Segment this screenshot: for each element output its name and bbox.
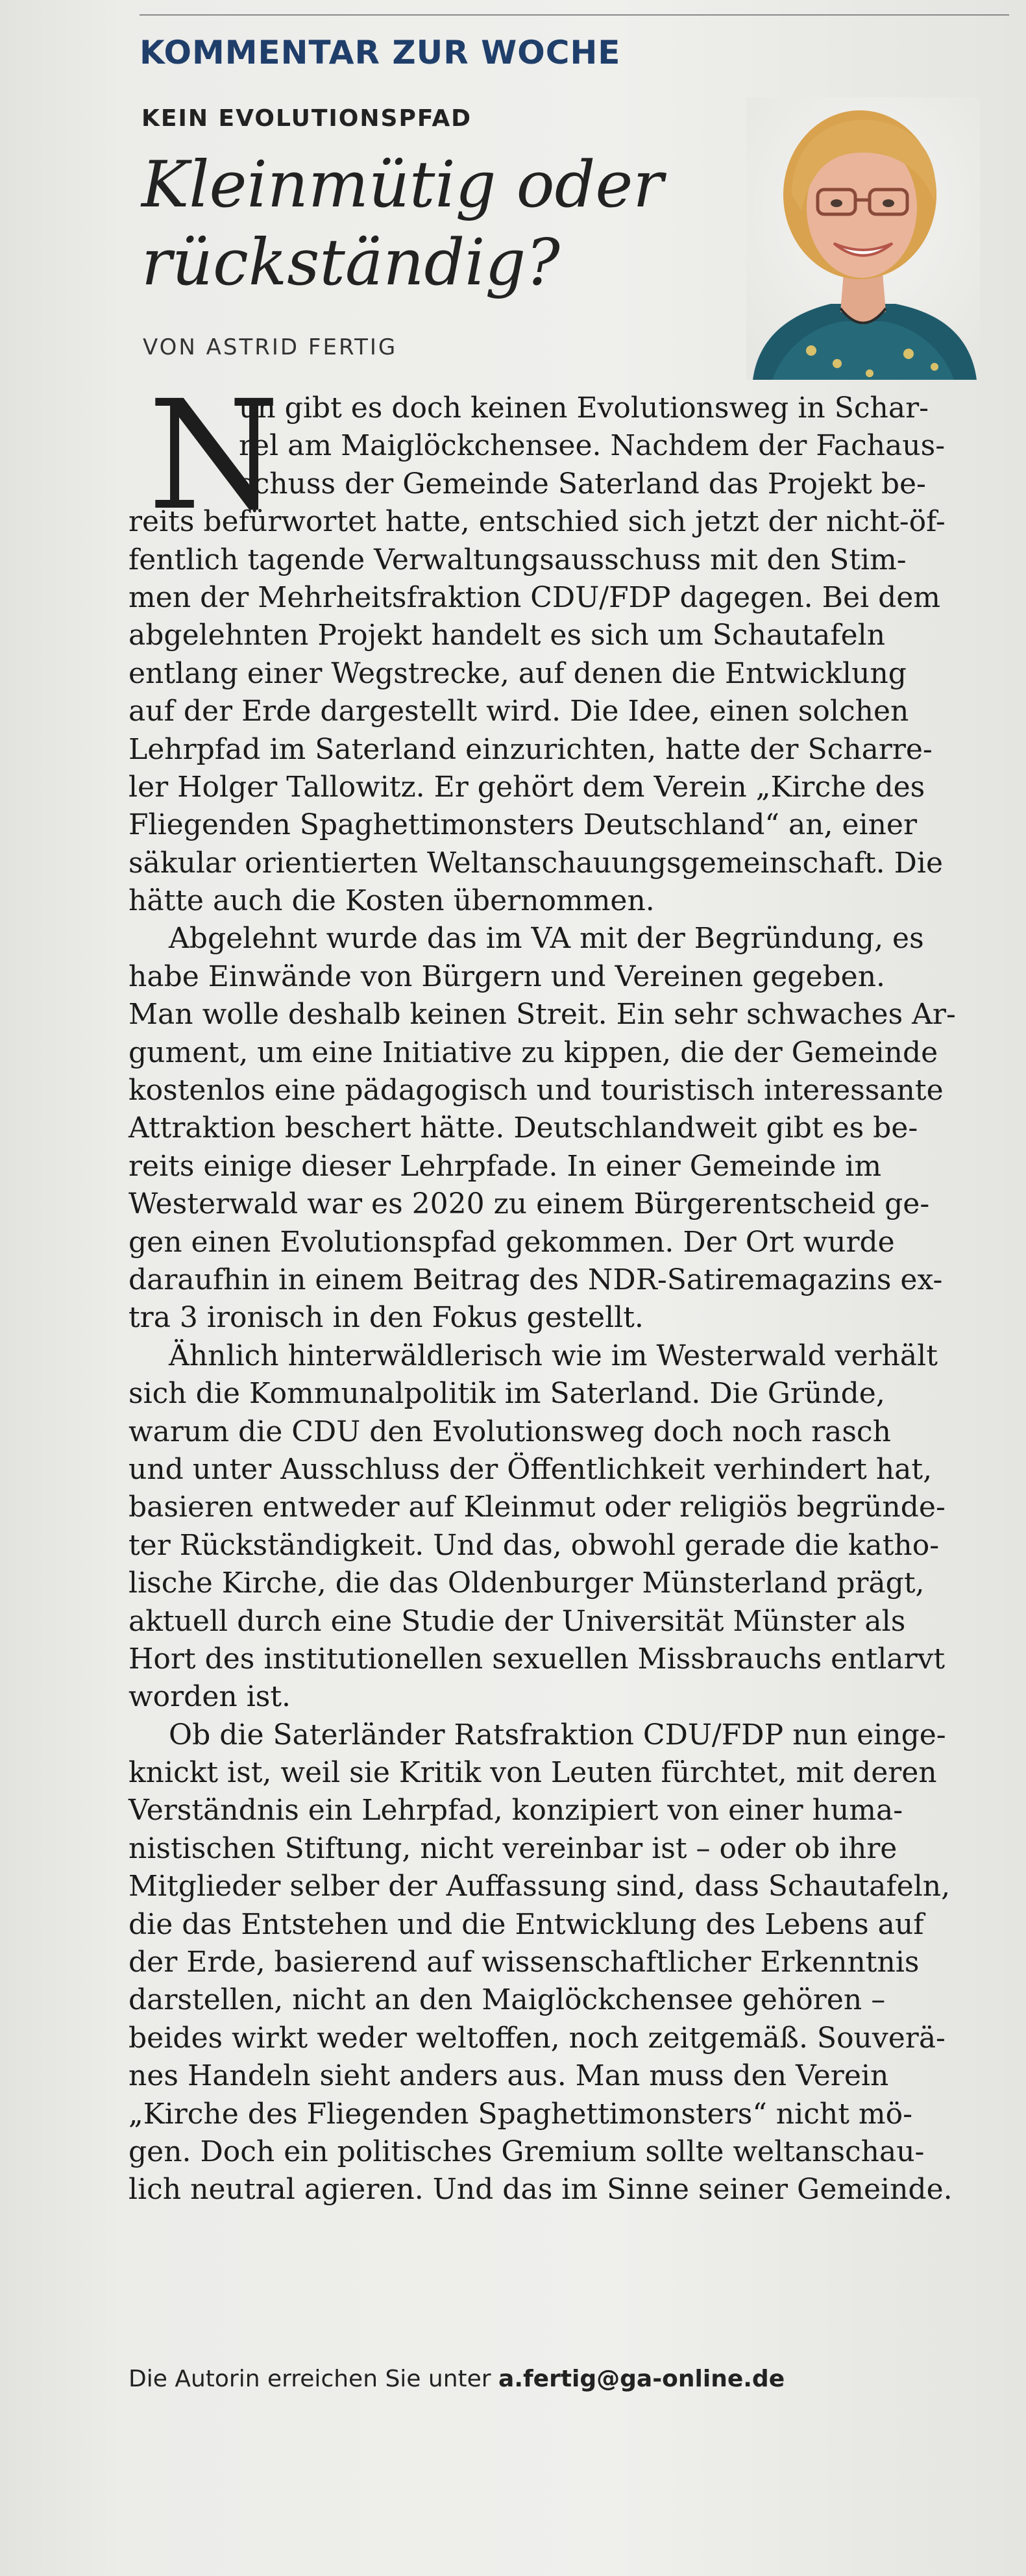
text-line: darstellen, nicht an den Maiglöckchensee gehören – (128, 1983, 886, 2017)
headline (141, 146, 739, 302)
author-contact (128, 2366, 785, 2392)
text-line: aktuell durch eine Studie der Universität Münster als (128, 1604, 906, 1638)
top-rule (140, 14, 1009, 16)
text-line: tra 3 ironisch in den Fokus gestellt. (128, 1301, 644, 1335)
text-line: der Erde, basierend auf wissenschaftlicher Erkenntnis (128, 1946, 920, 1979)
text-line: reits einige dieser Lehrpfade. In einer Gemeinde im (128, 1149, 882, 1183)
text-line: nistischen Stiftung, nicht vereinbar ist – oder ob ihre (128, 1831, 898, 1865)
text-line: Verständnis ein Lehrpfad, konzipiert von einer huma- (128, 1794, 903, 1827)
text-line: ler Holger Tallowitz. Er gehört dem Verein „Kirche des (128, 770, 925, 804)
paragraph-2 (128, 920, 998, 1337)
text-line: Ob die Saterländer Ratsfraktion CDU/FDP nun einge- (169, 1718, 946, 1752)
paragraph-3 (128, 1337, 998, 1716)
text-line: abgelehnten Projekt handelt es sich um Schautafeln (128, 619, 886, 652)
drop-cap: N (148, 368, 280, 543)
text-line: die das Entstehen und die Entwicklung des Lebens auf (128, 1907, 924, 1941)
text-line: knickt ist, weil sie Kritik von Leuten fürchtet, mit deren (128, 1756, 937, 1790)
text-line: lische Kirche, die das Oldenburger Münsterland prägt, (128, 1567, 925, 1600)
byline: VON ASTRID FERTIG (143, 334, 398, 360)
text-line: Man wolle deshalb keinen Streit. Ein sehr schwaches Ar- (128, 998, 956, 1032)
text-line: beides wirkt weder weltoffen, noch zeitgemäß. Souverä- (128, 2021, 946, 2055)
text-line: reits befürwortet hatte, entschied sich jetzt der nicht-öf- (128, 505, 946, 539)
headline-line: Kleinmütig oder (141, 148, 664, 222)
headline-line: rückständig? (141, 226, 560, 300)
text-line: Fliegenden Spaghettimonsters Deutschland“ an, einer (128, 808, 918, 842)
text-line: Ähnlich hinterwäldlerisch wie im Westerwald verhält (169, 1339, 938, 1372)
text-line: men der Mehrheitsfraktion CDU/FDP dagegen. Bei dem (128, 580, 940, 614)
text-line: habe Einwände von Bürgern und Vereinen gegeben. (128, 960, 886, 993)
paragraph-4 (128, 1716, 998, 2209)
paragraph-1 (128, 368, 998, 920)
text-line: kostenlos eine pädagogisch und touristisch interessante (128, 1074, 944, 1108)
text-line: gen. Doch ein politisches Gremium sollte weltanschau- (128, 2135, 925, 2168)
text-line: warum die CDU den Evolutionsweg doch noch rasch (128, 1415, 891, 1448)
text-line: Lehrpfad im Saterland einzurichten, hatte der Scharre- (128, 732, 933, 766)
text-line: schuss der Gemeinde Saterland das Projekt be- (239, 467, 926, 501)
text-line: Mitglieder selber der Auffassung sind, dass Schautafeln, (128, 1870, 951, 1903)
text-line: Hort des institutionellen sexuellen Missbrauchs entlarvt (128, 1642, 946, 1676)
email-link[interactable]: a.fertig@ga-online.de (498, 2366, 785, 2392)
topline: KEIN EVOLUTIONSPFAD (141, 105, 472, 132)
text-line: worden ist. (128, 1680, 291, 1714)
text-line: gen einen Evolutionspfad gekommen. Der Ort wurde (128, 1225, 895, 1259)
contact-label: Die Autorin erreichen Sie unter (128, 2366, 499, 2392)
text-line: und unter Ausschluss der Öffentlichkeit verhindert hat, (128, 1452, 933, 1486)
text-line: un gibt es doch keinen Evolutionsweg in Schar- (239, 391, 929, 425)
text-line: Attraktion beschert hätte. Deutschlandweit gibt es be- (128, 1111, 918, 1145)
text-line: basieren entweder auf Kleinmut oder religiös begründe- (128, 1491, 946, 1524)
text-line: entlang einer Wegstrecke, auf denen die Entwicklung (128, 656, 907, 690)
text-line: ter Rückständigkeit. Und das, obwohl gerade die katho- (128, 1528, 940, 1562)
text-line: Abgelehnt wurde das im VA mit der Begründung, es (169, 922, 924, 956)
text-line: rel am Maiglöckchensee. Nachdem der Fachaus- (239, 429, 946, 463)
text-line: Westerwald war es 2020 zu einem Bürgerentscheid ge- (128, 1187, 930, 1221)
text-line: hätte auch die Kosten übernommen. (128, 884, 655, 918)
author-portrait (746, 97, 980, 380)
text-line: nes Handeln sieht anders aus. Man muss den Verein (128, 2059, 889, 2093)
text-line: säkular orientierten Weltanschauungsgemeinschaft. Die (128, 846, 944, 880)
section-kicker: KOMMENTAR ZUR WOCHE (140, 34, 621, 71)
article-body (128, 368, 998, 2209)
text-line: lich neutral agieren. Und das im Sinne seiner Gemeinde. (128, 2173, 953, 2207)
text-line: fentlich tagende Verwaltungsausschuss mit den Stim- (128, 543, 907, 576)
text-line: daraufhin in einem Beitrag des NDR-Satiremagazins ex- (128, 1263, 943, 1296)
text-line: „Kirche des Fliegenden Spaghettimonsters“ nicht mö- (128, 2097, 912, 2131)
text-line: sich die Kommunalpolitik im Saterland. Die Gründe, (128, 1377, 885, 1411)
text-line: gument, um eine Initiative zu kippen, die der Gemeinde (128, 1035, 938, 1069)
text-line: auf der Erde dargestellt wird. Die Idee, einen solchen (128, 695, 909, 728)
